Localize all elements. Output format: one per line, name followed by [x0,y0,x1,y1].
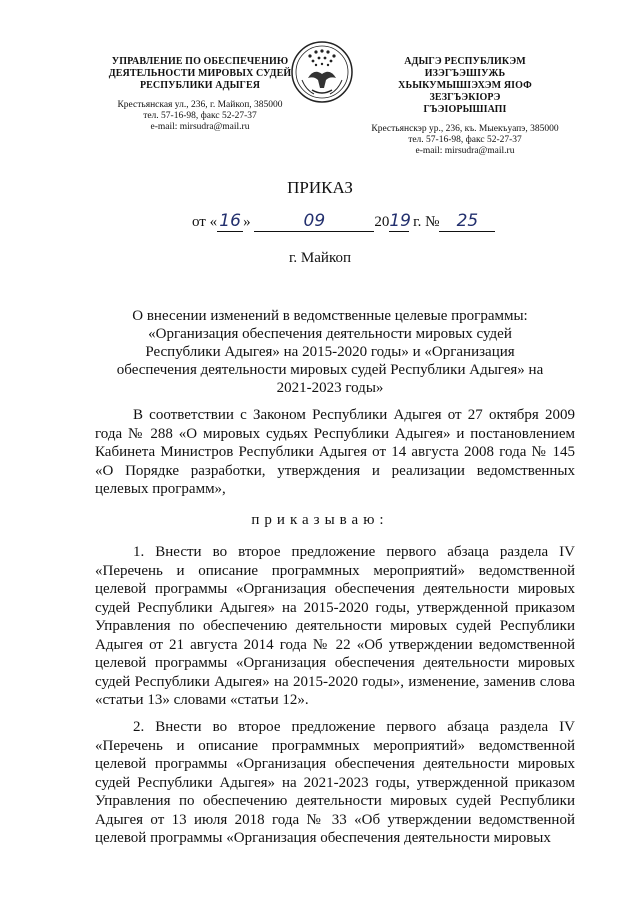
order-number: 25 [456,211,479,231]
order-from-label: от « [192,214,218,230]
city-name: г. Майкоп [288,250,352,266]
order-date-number-line [192,211,495,232]
order-day-field [217,211,243,232]
item-2-paragraph: 2. Внести во второе предложение первого абзаца раздела IV «Перечень и описание программных мероприятий» ведомственной целевой программы «Организация обеспечения деятельности мировых судей Республики Адыгея» на 2021-2023 годы, утвержденной приказом Управления по обеспечению деятельности мировых судей Республики Адыгея от 13 июля 2018 года № 33 «Об утверждении ведомственной целевой программы «Организация обеспечения деятельности мировых [95,719,575,846]
right-organization-block [365,56,565,157]
order-title: ПРИКАЗ [287,178,353,197]
document-title: О внесении изменений в ведомственные целевые программы: «Организация обеспечения деятельности мировых судей Республики Адыгея» на 2015-2020 годы» и «Организация обеспечения деятельности мировых судей Республики Адыгея» на 2021-2023 годы» [116,308,544,396]
order-close-quote: » [243,214,251,230]
order-number-label: № [425,214,440,230]
left-org-address: Крестьянская ул., 236, г. Майкоп, 385000 тел. 57-16-98, факс 52-27-37 e-mail: mirsudra@mail.ru [117,100,283,132]
order-year-prefix: 20 [374,214,390,230]
order-year-label: г. [413,214,422,230]
left-organization-block [100,56,300,133]
order-year-suffix: 19 [389,211,411,231]
right-org-name: АДЫГЭ РЕСПУБЛИКЭМ ИЗЭГЪЭШІУЖЬ ХЬЫКУМЫШІЭХЭМ ЯІОФ ЗЕЗГЪЭКІОРЭ ГЪЭІОРЫШІАПІ [398,56,532,115]
letterhead [0,40,640,156]
left-org-name: УПРАВЛЕНИЕ ПО ОБЕСПЕЧЕНИЮ ДЕЯТЕЛЬНОСТИ МИРОВЫХ СУДЕЙ РЕСПУБЛИКИ АДЫГЕЯ [108,56,292,91]
order-year-field [389,211,409,232]
right-org-address: Крестьянскэр ур., 236, къ. Мыекъуапэ, 385000 тел. 57-16-98, факс 52-27-37 e-mail: mirsudra@mail.ru [371,124,559,156]
coat-of-arms-icon [290,40,354,104]
order-month-field [254,211,374,232]
order-word: приказываю: [251,512,389,528]
item-1-paragraph: 1. Внести во второе предложение первого абзаца раздела IV «Перечень и описание программных мероприятий» ведомственной целевой программы «Организация обеспечения деятельности мировых судей Республики Адыгея» на 2015-2020 годы, утвержденной приказом Управления по обеспечению деятельности мировых судей Республики Адыгея от 21 августа 2014 года № 22 «Об утверждении ведомственной целевой программы «Организация обеспечения деятельности мировых судей Республики Адыгея» на 2015-2020 годы», изменение, заменив слова «статьи 13» словами «статьи 12». [95,544,575,708]
order-number-field [439,211,495,232]
intro-paragraph: В соответствии с Законом Республики Адыгея от 27 октября 2009 года № 288 «О мировых судьях Республики Адыгея» и постановлением Кабинета Министров Республики Адыгея от 14 августа 2008 года № 145 «О Порядке разработки, утверждения и реализации ведомственных целевых программ», [95,407,575,497]
order-day: 16 [219,211,241,231]
order-month: 09 [303,211,326,231]
